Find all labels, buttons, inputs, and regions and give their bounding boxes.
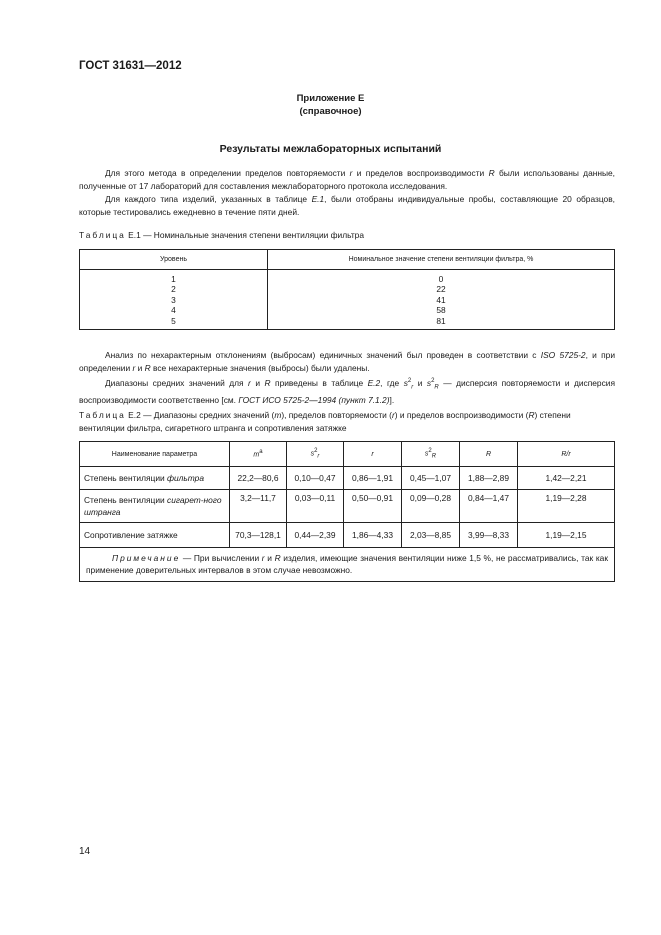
table1-value: 0 [438,274,444,284]
cell-sR2: 0,09—0,28 [402,490,460,523]
table-mean-value-ranges [79,441,615,582]
table2-header-sR2: $s^2_R$ [402,442,460,467]
appendix-label: Приложение Е [296,93,365,104]
table-row [80,490,615,523]
table1-level: 1 [171,274,176,284]
table1-values-cell [268,270,615,330]
cell-sr2: 0,44—2,39 [287,523,344,548]
cell-r: 0,86—1,91 [344,467,402,490]
table2-header-r: r [344,442,402,467]
table1-level: 3 [171,294,176,305]
cell-m: 22,2—80,6 [230,467,287,490]
table2-header-sr2: $s^2_r$ [287,442,344,467]
section-title: Результаты межлабораторных испытаний [219,143,442,155]
table1-value: 41 [436,294,446,305]
table2-header-param: Наименование параметра [80,442,230,467]
table1-level: 4 [171,305,176,316]
cell-R: 0,84—1,47 [460,490,518,523]
table2-caption: Таблица Е.2 — Диапазоны средних значений (m), пределов повторяемости (r) и пределов воспроизводимости (R) степени вентиляции фильтра, сигаретного штранга и сопротивления затяжке [79,410,571,433]
cell-r: 0,50—0,91 [344,490,402,523]
cell-Rr: 1,19—2,28 [518,490,615,523]
table2-note-row [80,548,615,582]
cell-r: 1,86—4,33 [344,523,402,548]
page-number: 14 [79,846,91,857]
cell-R: 1,88—2,89 [460,467,518,490]
table1-value: 81 [436,315,446,326]
table1-header-level: Уровень [80,250,268,270]
paragraph-samples: Для каждого типа изделий, указанных в таблице Е.1, были отобраны индивидуальные пробы, составляющие 20 образцов, которые тестировались ежедневно в течение пяти дней. [79,194,615,217]
cell-m: 70,3—128,1 [230,523,287,548]
paragraph-ranges: Диапазоны средних значений для r и R приведены в таблице Е.2, где $s^2_r$ и $s^2_R$ — дисперсия повторяемости и дисперсия воспроизводимости соответственно [см. ГОСТ ИСО 5725-2—1994 (пункт 7.1.2)]. [79,377,615,406]
cell-sR2: 0,45—1,07 [402,467,460,490]
table-row [80,523,615,548]
param-name: Сопротивление затяжке [80,523,230,548]
cell-sr2: 0,10—0,47 [287,467,344,490]
table2-header-Rr: R/r [518,442,615,467]
cell-Rr: 1,42—2,21 [518,467,615,490]
table1-level: 2 [171,284,176,295]
table1-level: 5 [171,315,176,326]
paragraph-data-source: Для этого метода в определении пределов повторяемости r и пределов воспроизводимости R были использованы данные, полученные от 17 лабораторий для составления межлабораторного протокола исследования. [79,168,615,191]
table1-value: 58 [436,305,446,316]
param-name: Степень вентиляции сигарет-ного штранга [80,490,230,523]
table1-header-value: Номинальное значение степени вентиляции фильтра, % [268,250,615,270]
table2-note: Примечание — При вычислении r и R изделия, имеющие значения вентиляции ниже 1,5 %, не рассматривались, так как применение доверительных интервалов в этом случае невозможно. [80,548,615,582]
table2-header-m: $m^a$ [230,442,287,467]
cell-R: 3,99—8,33 [460,523,518,548]
cell-Rr: 1,19—2,15 [518,523,615,548]
table1-levels-cell [80,270,268,330]
paragraph-outliers: Анализ по нехарактерным отклонениям (выбросам) единичных значений был проведен в соответствии с ISO 5725-2, и при определении r и R все нехарактерные значения (выбросы) были удалены. [79,350,615,373]
cell-sr2: 0,03—0,11 [287,490,344,523]
cell-m: 3,2—11,7 [230,490,287,523]
table-row [80,467,615,490]
param-name: Степень вентиляции фильтра [80,467,230,490]
cell-sR2: 2,03—8,85 [402,523,460,548]
table-nominal-ventilation [79,249,615,330]
table1-value: 22 [436,284,446,295]
table1-caption: Таблица Е.1 — Номинальные значения степени вентиляции фильтра [79,230,364,240]
document-code: ГОСТ 31631—2012 [79,60,182,72]
table2-header-R: R [460,442,518,467]
table1-body [80,270,615,330]
appendix-type: (справочное) [299,106,362,117]
